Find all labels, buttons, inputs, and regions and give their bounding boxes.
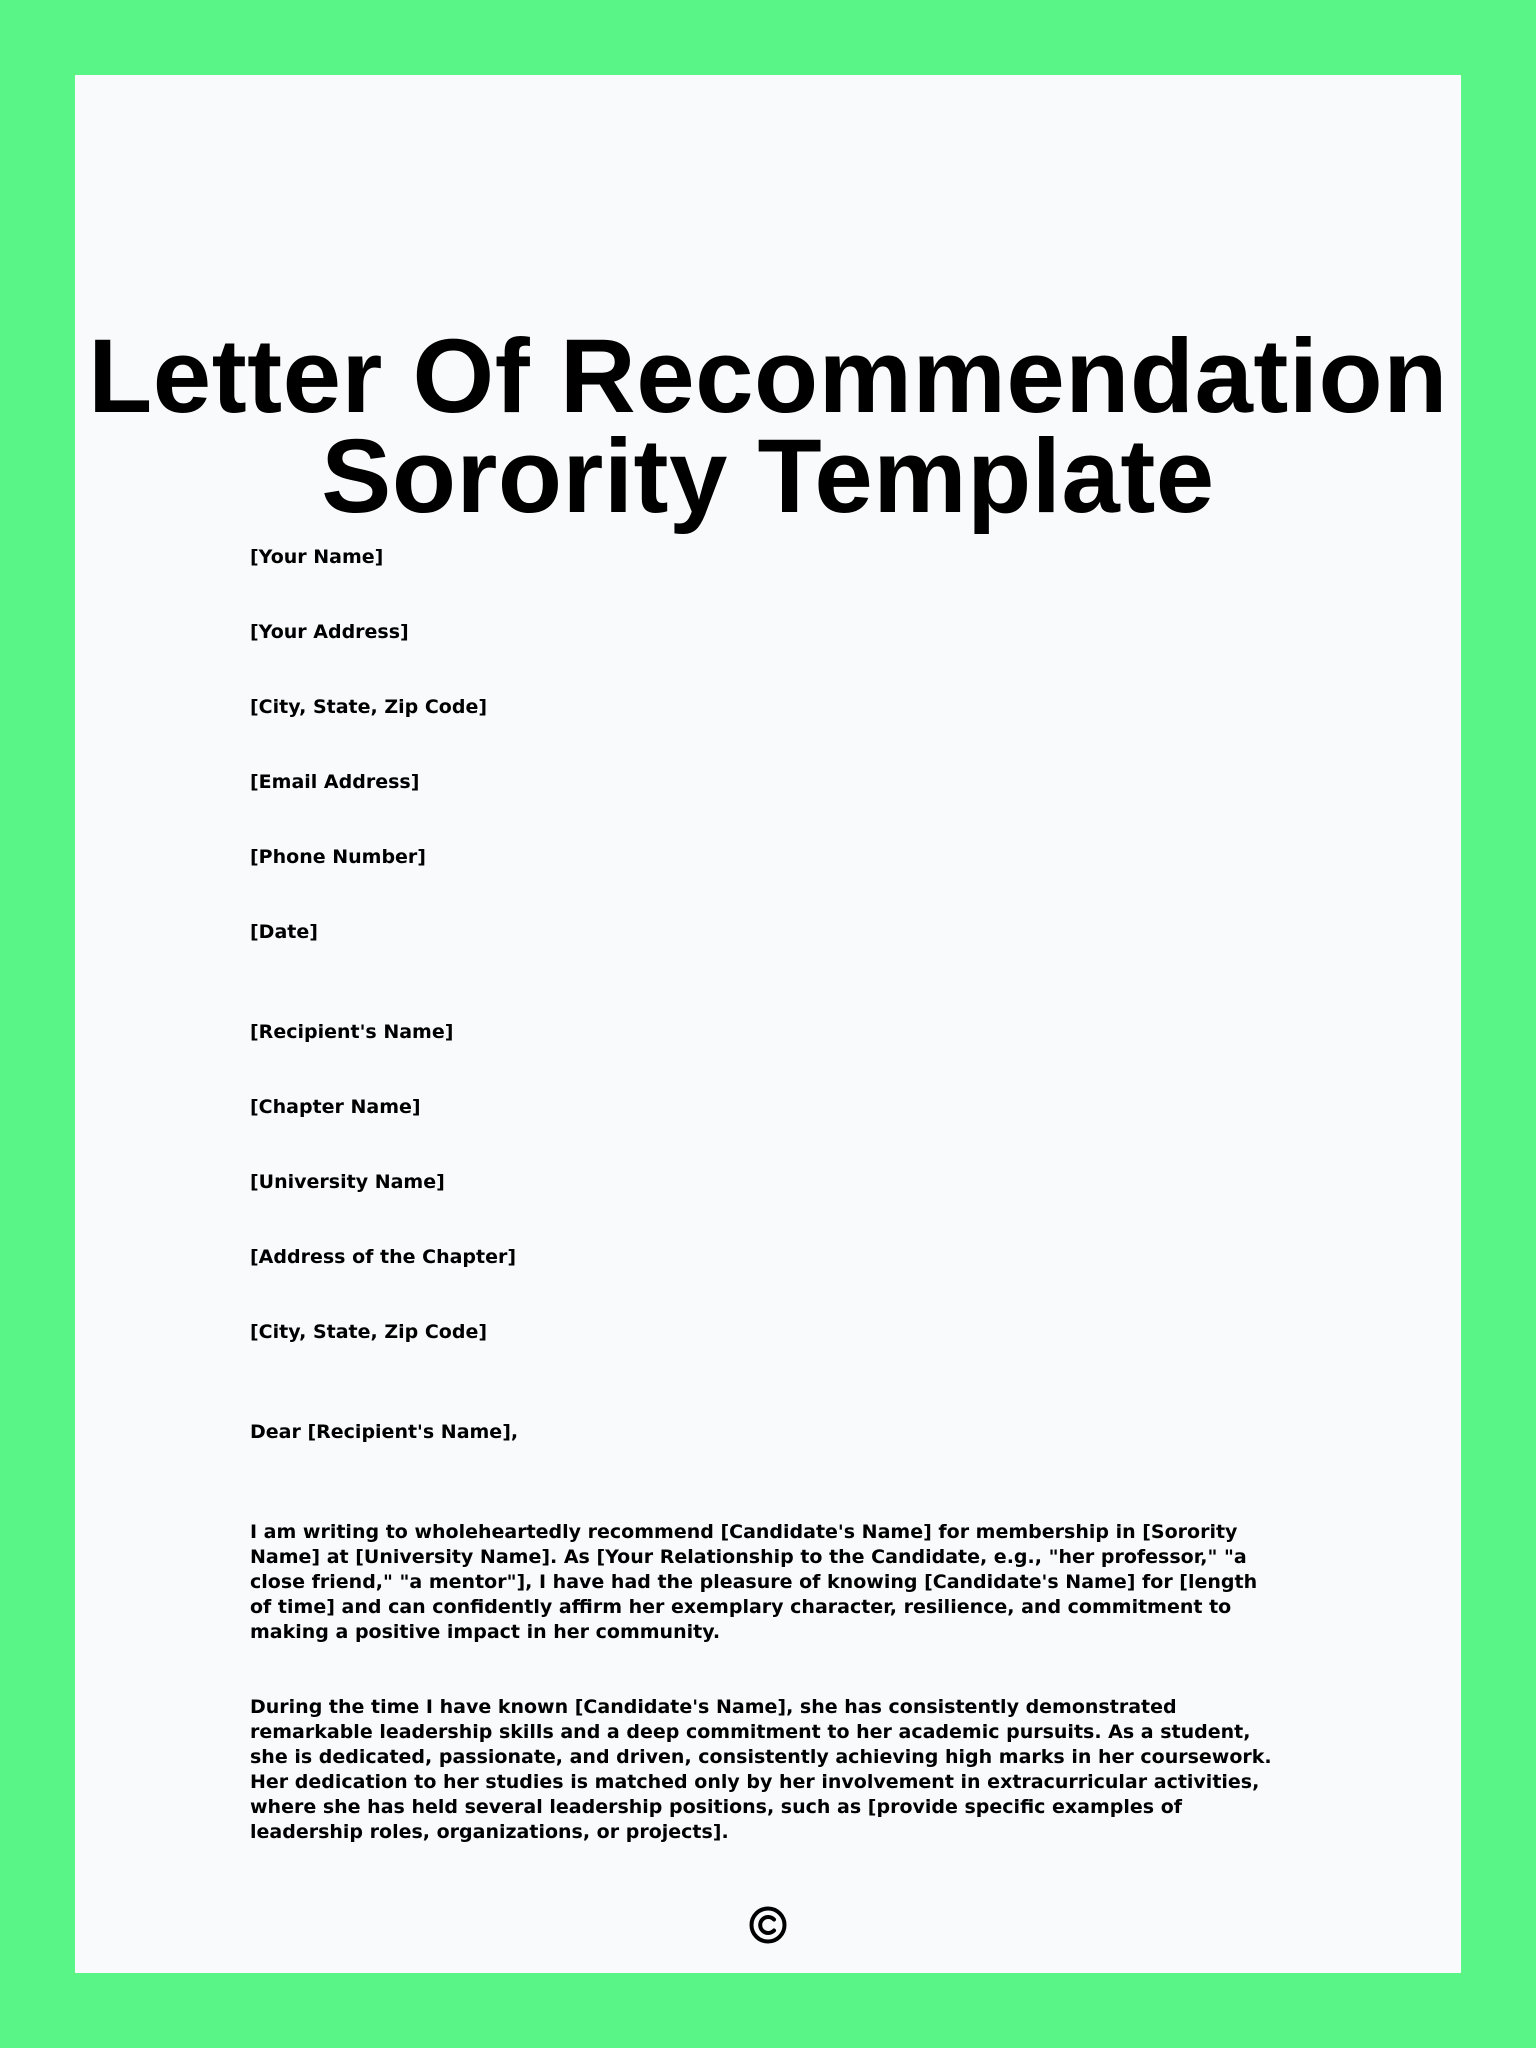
sender-city-state-zip: [City, State, Zip Code] [250,696,488,718]
recipient-chapter-address: [Address of the Chapter] [250,1246,517,1268]
salutation: Dear [Recipient's Name], [250,1421,519,1443]
recipient-university: [University Name] [250,1171,445,1193]
paragraph-leadership: During the time I have known [Candidate's Name], she has consistently demonstrated remarkable leadership skills and a deep commitment to her academic pursuits. As a student, she is dedicated, passionate, and driven, consistently achieving high marks in her coursework. Her dedication to her studies is matched only by her involvement in extracurricular activities, where she has held several leadership positions, such as [provide specific examples of leadership roles, organizations, or projects]. [250,1696,1272,1843]
title-line-2: Sorority Template [321,418,1215,535]
recipient-city-state-zip: [City, State, Zip Code] [250,1321,488,1343]
sender-email: [Email Address] [250,771,420,793]
sender-name: [Your Name] [250,546,384,568]
title-line-1: Letter Of Recommendation [88,318,1448,435]
recipient-chapter: [Chapter Name] [250,1096,421,1118]
paragraph-intro: I am writing to wholeheartedly recommend [Candidate's Name] for membership in [Sorority Name] at [University Name]. As [Your Relationship to the Candidate, e.g., "her professor," "a close friend," "a mentor"], I have had the pleasure of knowing [Candidate's Name] for [length of time] and can confidently affirm her exemplary character, resilience, and commitment to making a positive impact in her community. [250,1521,1258,1643]
letter-date: [Date] [250,921,318,943]
copyright-icon [748,1905,788,1945]
recipient-name: [Recipient's Name] [250,1021,454,1043]
sender-phone: [Phone Number] [250,846,426,868]
document-page [75,75,1461,1973]
sender-address: [Your Address] [250,621,409,643]
page-title [75,318,1461,535]
